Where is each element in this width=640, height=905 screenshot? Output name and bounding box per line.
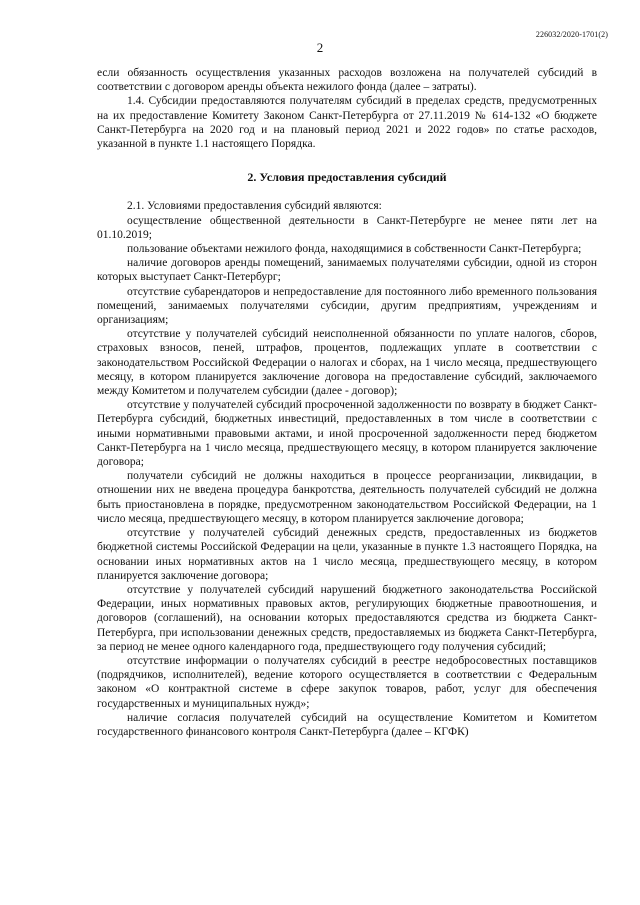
condition-item: осуществление общественной деятельности в Санкт-Петербурге не менее пяти лет на 01.10.2019; — [97, 214, 597, 241]
condition-item: получатели субсидий не должны находиться в процессе реорганизации, ликвидации, в отношении них не введена процедура банкротства, деятельность получателей субсидий не должна быть приостановлена в порядке, предусмотренном законодательством Российской Федерации, на 1 число месяца, предшествующего месяцу, в котором планируется заключение договора; — [97, 470, 597, 525]
condition-item: пользование объектами нежилого фонда, находящимися в собственности Санкт-Петербурга; — [127, 243, 582, 256]
document-body — [97, 66, 597, 739]
condition-item: отсутствие у получателей субсидий нарушений бюджетного законодательства Российской Федерации, иных нормативных правовых актов, регулирующих бюджетные правоотношения, и договоров (соглашений), на основании которых предоставляются средства из бюджета Санкт-Петербурга, при использовании денежных средств, предоставляемых из бюджета Санкт-Петербурга, за период не менее одного календарного года, предшествующего году получения субсидий; — [97, 583, 597, 653]
condition-item: наличие согласия получателей субсидий на осуществление Комитетом и Комитетом государственного финансового контроля Санкт-Петербурга (далее – КГФК) — [97, 711, 597, 738]
paragraph-intro-continuation: если обязанность осуществления указанных расходов возложена на получателей субсидий в соответствии с договором аренды объекта нежилого фонда (далее – затраты). — [97, 67, 597, 94]
section-heading: 2. Условия предоставления субсидий — [247, 170, 447, 185]
paragraph-2-1: 2.1. Условиями предоставления субсидий являются: — [127, 200, 382, 213]
paragraph-1-4: 1.4. Субсидии предоставляются получателям субсидий в пределах средств, предусмотренных на их предоставление Комитету Законом Санкт-Петербурга от 27.11.2019 № 614-132 «О бюджете Санкт-Петербурга на 2020 год и на плановый период 2021 и 2022 годов» по статье расходов, указанной в пункте 1.1 настоящего Порядка. — [97, 95, 597, 151]
condition-item: отсутствие у получателей субсидий неисполненной обязанности по уплате налогов, сборов, страховых взносов, пеней, штрафов, процентов, подлежащих уплате в соответствии с законодательством Российской Федерации о налогах и сборах, на 1 число месяца, предшествующего месяцу, в котором планируется заключение договора на предоставление субсидий, заключаемого между Комитетом и получателем субсидии (далее - договор); — [97, 328, 597, 398]
document-registration-code: 226032/2020-1701(2) — [535, 30, 608, 39]
condition-item: отсутствие субарендаторов и непредоставление для постоянного либо временного пользования помещений, занимаемых получателями субсидии, другим предприятиям, учреждениям и организациям; — [97, 285, 597, 327]
condition-item: наличие договоров аренды помещений, занимаемых получателями субсидии, одной из сторон которых выступает Санкт-Петербург; — [97, 257, 597, 284]
condition-item: отсутствие информации о получателях субсидий в реестре недобросовестных поставщиков (подрядчиков, исполнителей), ведение которого осуществляется в соответствии с Федеральным законом «О контрактной системе в сфере закупок товаров, работ, услуг для обеспечения государственных и муниципальных нужд»; — [97, 654, 597, 710]
condition-item: отсутствие у получателей субсидий просроченной задолженности по возврату в бюджет Санкт-Петербурга субсидий, бюджетных инвестиций, предоставленных в том числе в соответствии с иными нормативными правовыми актами, и иной просроченной задолженности перед бюджетом Санкт-Петербурга на 1 число месяца, предшествующего месяцу, в котором планируется заключение договора; — [97, 399, 597, 469]
condition-item: отсутствие у получателей субсидий денежных средств, предоставленных из бюджетов бюджетной системы Российской Федерации на цели, указанные в пункте 1.3 настоящего Порядка, на основании иных нормативных актов на 1 число месяца, предшествующего месяцу, в котором планируется заключение договора; — [97, 527, 597, 582]
page-number: 2 — [316, 40, 324, 55]
